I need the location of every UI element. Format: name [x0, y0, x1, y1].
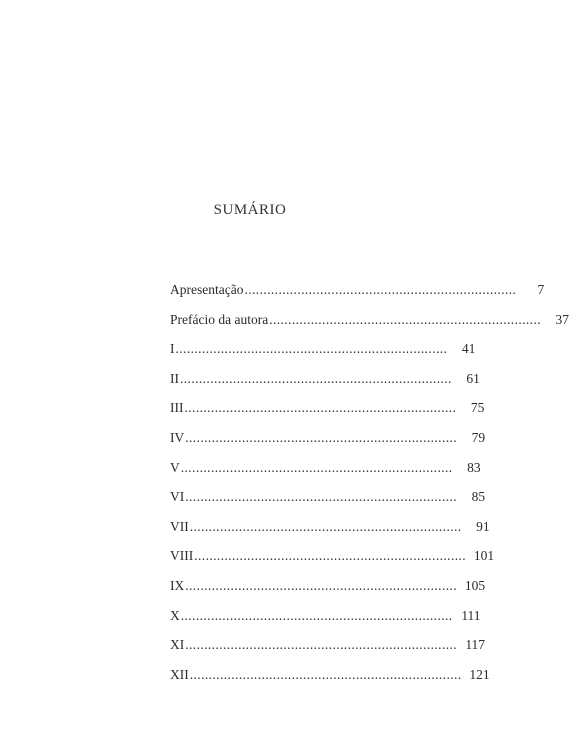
- toc-entry-label: IX: [170, 577, 185, 593]
- dot-leader: ........................................................................: [189, 666, 462, 682]
- toc-entry-vii[interactable]: [170, 517, 490, 547]
- toc-entry-i[interactable]: [170, 339, 476, 369]
- toc-entry-label: III: [170, 400, 184, 416]
- toc-entry-ix[interactable]: [170, 576, 486, 606]
- toc-entry-label: II: [170, 370, 179, 386]
- toc-entry-ii[interactable]: [170, 369, 480, 399]
- dot-leader: ........................................................................: [175, 341, 448, 357]
- dot-leader: ........................................................................: [184, 400, 457, 416]
- toc-entry-label: XI: [170, 637, 185, 653]
- toc-entry-xii[interactable]: [170, 665, 490, 695]
- toc-entry-label: X: [170, 607, 180, 623]
- dot-leader: ........................................................................: [180, 370, 452, 386]
- toc-entry-prefacio[interactable]: [170, 310, 569, 340]
- toc-entry-page: 105: [464, 577, 486, 593]
- table-of-contents: [170, 280, 569, 694]
- toc-entry-page: 121: [469, 666, 490, 682]
- toc-entry-viii[interactable]: [170, 546, 495, 576]
- toc-entry-page: 91: [476, 518, 490, 534]
- toc-entry-iv[interactable]: [170, 428, 486, 458]
- toc-entry-apresentacao[interactable]: [170, 280, 545, 310]
- toc-entry-page: 111: [461, 607, 481, 623]
- toc-entry-label: I: [170, 341, 175, 357]
- dot-leader: ........................................................................: [185, 577, 458, 593]
- dot-leader: ........................................................................: [244, 282, 517, 297]
- toc-entry-v[interactable]: [170, 458, 481, 488]
- toc-entry-page: 41: [461, 341, 476, 357]
- toc-entry-page: 61: [466, 370, 480, 386]
- dot-leader: ........................................................................: [180, 459, 453, 475]
- toc-entry-page: 85: [471, 489, 486, 505]
- dot-leader: ........................................................................: [185, 637, 458, 653]
- dot-leader: ........................................................................: [180, 607, 453, 623]
- toc-entry-xi[interactable]: [170, 635, 486, 665]
- toc-entry-page: 75: [470, 400, 485, 416]
- toc-entry-label: VII: [170, 518, 189, 534]
- toc-entry-page: 37: [555, 311, 569, 327]
- toc-entry-label: V: [170, 459, 180, 475]
- toc-entry-label: IV: [170, 429, 185, 445]
- page-title: SUMÁRIO: [213, 202, 287, 218]
- dot-leader: ........................................................................: [269, 311, 542, 327]
- toc-entry-page: 79: [471, 429, 486, 445]
- toc-entry-iii[interactable]: [170, 398, 485, 428]
- dot-leader: ........................................................................: [185, 429, 458, 445]
- dot-leader: ........................................................................: [194, 548, 467, 564]
- toc-entry-label: Prefácio da autora: [170, 311, 269, 327]
- toc-entry-label: Apresentação: [170, 282, 244, 297]
- toc-entry-page: 117: [465, 637, 486, 653]
- dot-leader: ........................................................................: [189, 518, 462, 534]
- toc-entry-label: VI: [170, 489, 185, 505]
- toc-entry-label: XII: [170, 666, 189, 682]
- dot-leader: ........................................................................: [185, 489, 458, 505]
- toc-entry-page: 7: [537, 282, 545, 297]
- toc-entry-x[interactable]: [170, 606, 481, 636]
- toc-entry-vi[interactable]: [170, 487, 486, 517]
- toc-entry-page: 83: [467, 459, 481, 475]
- toc-entry-page: 101: [473, 548, 495, 564]
- toc-entry-label: VIII: [170, 548, 194, 564]
